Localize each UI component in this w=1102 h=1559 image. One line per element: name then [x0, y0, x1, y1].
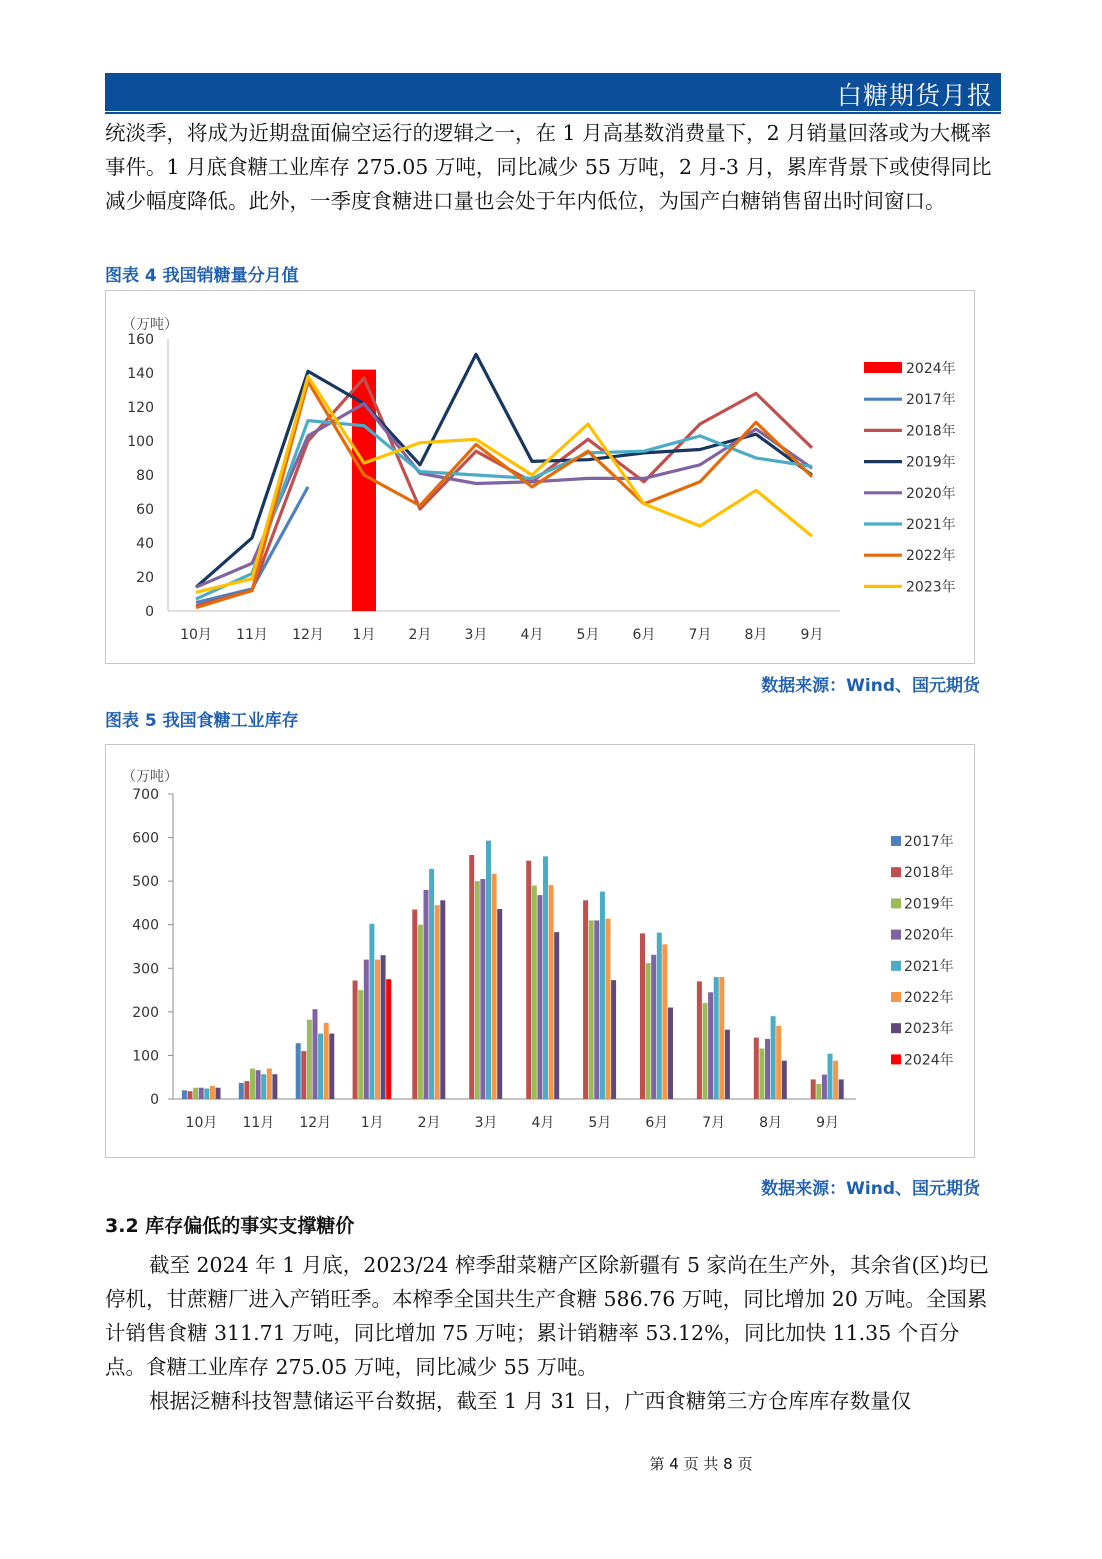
x-tick-label: 8月	[759, 1115, 783, 1131]
bar	[697, 981, 702, 1099]
legend-swatch	[864, 362, 902, 373]
x-tick-label: 6月	[645, 1115, 669, 1131]
figure4-source: 数据来源：Wind、国元期货	[761, 676, 980, 696]
report-title: 白糖期货月报	[836, 81, 993, 110]
y-tick-label: 120	[127, 400, 154, 416]
x-tick-label: 11月	[242, 1115, 275, 1131]
sales-line-chart	[106, 291, 974, 663]
bar	[771, 1016, 776, 1099]
legend-swatch	[891, 867, 901, 877]
x-tick-label: 9月	[816, 1115, 840, 1131]
x-tick-label: 12月	[299, 1115, 332, 1131]
bar	[714, 977, 719, 1099]
bar	[816, 1084, 821, 1099]
bar	[216, 1088, 221, 1099]
bar	[424, 890, 429, 1099]
bar	[839, 1079, 844, 1099]
x-tick-label: 3月	[474, 1115, 498, 1131]
x-tick-label: 7月	[688, 627, 712, 643]
figure5-source: 数据来源：Wind、国元期货	[761, 1179, 980, 1199]
page-number: 第 4 页 共 8 页	[649, 1455, 753, 1473]
header-underline	[105, 112, 1001, 114]
bar	[475, 881, 480, 1099]
bar	[199, 1088, 204, 1099]
paragraph-1: 统淡季，将成为近期盘面偏空运行的逻辑之一，在 1 月高基数消费量下，2 月销量回落或为大概率事件。1 月底食糖工业库存 275.05 万吨，同比减少 55 万吨，2 月-3 月，累库背景下或使得同比减少幅度降低。此外，一季度食糖进口量也会处于年内低位，为国产白糖销售留出时间窗口。	[105, 121, 992, 213]
x-tick-label: 2月	[417, 1115, 441, 1131]
bar	[435, 905, 440, 1099]
bar	[193, 1088, 198, 1099]
y-tick-label: 80	[136, 468, 154, 484]
bar	[776, 1026, 781, 1099]
bar	[256, 1070, 261, 1099]
bar	[611, 980, 616, 1099]
legend-swatch	[891, 930, 901, 940]
bar	[204, 1089, 209, 1100]
y-tick-label: 100	[127, 434, 154, 450]
y-axis-unit-label: （万吨）	[122, 317, 178, 333]
x-tick-label: 11月	[236, 627, 268, 643]
y-tick-label: 40	[136, 536, 154, 552]
bar	[386, 979, 391, 1099]
bar	[486, 841, 491, 1099]
bar	[369, 924, 374, 1099]
bar	[244, 1081, 249, 1099]
legend-label: 2020年	[904, 927, 954, 944]
bar	[554, 932, 559, 1099]
bar	[668, 1008, 673, 1100]
y-tick-label: 300	[132, 961, 159, 978]
bar	[594, 920, 599, 1099]
y-tick-label: 140	[127, 366, 154, 382]
paragraph-2: 截至 2024 年 1 月底，2023/24 榨季甜菜糖产区除新疆有 5 家尚在生产外，其余省(区)均已停机，甘蔗糖厂进入产销旺季。本榨季全国共生产食糖 586.76 万吨，同比增加 20 万吨。全国累计销售食糖 311.71 万吨，同比增加 75 万吨；累计销糖率 53.12%，同比加快 11.35 个百分点。食糖工业库存 275.05 万吨，同比减少 55 万吨。	[105, 1253, 990, 1379]
x-tick-label: 5月	[588, 1115, 612, 1131]
legend-label: 2021年	[904, 958, 954, 975]
x-tick-label: 2月	[408, 627, 432, 643]
bar	[589, 920, 594, 1099]
bar	[429, 869, 434, 1099]
bar	[600, 892, 605, 1099]
bar	[646, 963, 651, 1099]
bar	[188, 1091, 193, 1099]
bar	[267, 1069, 272, 1100]
legend-label: 2017年	[906, 392, 956, 409]
bar	[301, 1051, 306, 1099]
bar	[765, 1039, 770, 1099]
bar	[296, 1043, 301, 1099]
x-tick-label: 12月	[292, 627, 324, 643]
y-tick-label: 160	[127, 332, 154, 348]
bar	[418, 925, 423, 1099]
legend-label: 2023年	[904, 1021, 954, 1038]
legend-label: 2017年	[904, 834, 954, 850]
x-tick-label: 5月	[576, 627, 600, 643]
bar	[759, 1049, 764, 1100]
series-line	[196, 378, 812, 606]
bar	[719, 977, 724, 1099]
legend-swatch	[891, 1054, 901, 1064]
bar	[440, 900, 445, 1099]
legend-label: 2023年	[906, 579, 956, 596]
report-header-bar	[105, 73, 1001, 111]
bar	[833, 1061, 838, 1099]
bar	[375, 960, 380, 1099]
bar	[324, 1023, 329, 1099]
bar	[313, 1009, 318, 1099]
figure5-caption: 图表 5 我国食糖工业库存	[105, 711, 299, 731]
bar	[782, 1061, 787, 1099]
bar	[725, 1030, 730, 1099]
figure4-chart-box	[105, 290, 975, 664]
y-tick-label: 500	[132, 874, 159, 891]
x-tick-label: 3月	[464, 627, 488, 643]
y-axis-unit-label: （万吨）	[122, 769, 178, 785]
legend-label: 2022年	[904, 990, 954, 1006]
legend-label: 2022年	[906, 548, 956, 565]
bar	[543, 856, 548, 1099]
bar	[329, 1034, 334, 1099]
legend-swatch	[891, 961, 901, 971]
legend-label: 2024年	[906, 361, 956, 377]
legend-label: 2020年	[906, 485, 956, 502]
bar	[657, 933, 662, 1099]
legend-swatch	[891, 1023, 901, 1033]
legend-swatch	[891, 992, 901, 1002]
bar	[583, 900, 588, 1099]
legend-swatch	[891, 898, 901, 908]
bar	[708, 992, 713, 1099]
x-tick-label: 7月	[702, 1115, 726, 1131]
bar	[497, 909, 502, 1099]
y-tick-label: 200	[132, 1004, 159, 1021]
y-tick-label: 60	[136, 502, 154, 518]
x-tick-label: 4月	[520, 627, 544, 643]
x-tick-label: 9月	[800, 627, 824, 643]
y-tick-label: 0	[145, 604, 154, 620]
bar	[381, 955, 386, 1099]
y-tick-label: 400	[132, 917, 159, 934]
bar	[549, 885, 554, 1099]
bar	[210, 1086, 215, 1099]
y-tick-label: 100	[132, 1048, 159, 1065]
bar	[606, 919, 611, 1099]
legend-label: 2019年	[904, 896, 954, 913]
bar	[358, 990, 363, 1099]
bar	[250, 1069, 255, 1100]
bar	[532, 886, 537, 1100]
bar	[412, 910, 417, 1100]
paragraph-3: 根据泛糖科技智慧储运平台数据，截至 1 月 31 日，广西食糖第三方仓库库存数量仅	[149, 1389, 912, 1413]
bar	[261, 1074, 266, 1099]
legend-label: 2019年	[906, 454, 956, 471]
x-tick-label: 1月	[360, 1115, 384, 1131]
figure5-chart-box	[105, 744, 975, 1158]
bar	[828, 1054, 833, 1099]
x-tick-label: 10月	[180, 627, 212, 643]
legend-label: 2024年	[904, 1052, 954, 1069]
bar	[651, 955, 656, 1099]
bar	[492, 874, 497, 1099]
section-heading: 3.2 库存偏低的事实支撑糖价	[105, 1215, 355, 1237]
bar	[754, 1038, 759, 1099]
y-tick-label: 20	[136, 570, 154, 586]
y-tick-label: 700	[132, 787, 159, 803]
legend-label: 2018年	[904, 865, 954, 882]
bar	[822, 1075, 827, 1099]
legend-label: 2018年	[906, 423, 956, 440]
bar	[318, 1034, 323, 1099]
bar	[239, 1083, 244, 1099]
bar	[182, 1090, 187, 1099]
x-tick-label: 4月	[531, 1115, 555, 1131]
bar	[353, 981, 358, 1100]
x-tick-label: 10月	[185, 1115, 218, 1131]
bar	[811, 1079, 816, 1099]
bar	[307, 1020, 312, 1099]
bar	[364, 960, 369, 1099]
bar	[526, 861, 531, 1099]
x-tick-label: 6月	[632, 627, 656, 643]
bar	[537, 895, 542, 1099]
legend-label: 2021年	[906, 517, 956, 533]
bar	[272, 1074, 277, 1099]
bar	[469, 855, 474, 1099]
y-tick-label: 0	[150, 1092, 159, 1108]
inventory-bar-chart	[106, 745, 974, 1157]
x-tick-label: 8月	[744, 627, 768, 643]
legend-swatch	[891, 836, 901, 846]
bar	[703, 1003, 708, 1099]
bar	[662, 944, 667, 1099]
bar	[480, 879, 485, 1099]
x-tick-label: 1月	[352, 627, 376, 643]
bar	[640, 933, 645, 1099]
y-tick-label: 600	[132, 830, 159, 847]
figure4-caption: 图表 4 我国销糖量分月值	[105, 266, 299, 286]
